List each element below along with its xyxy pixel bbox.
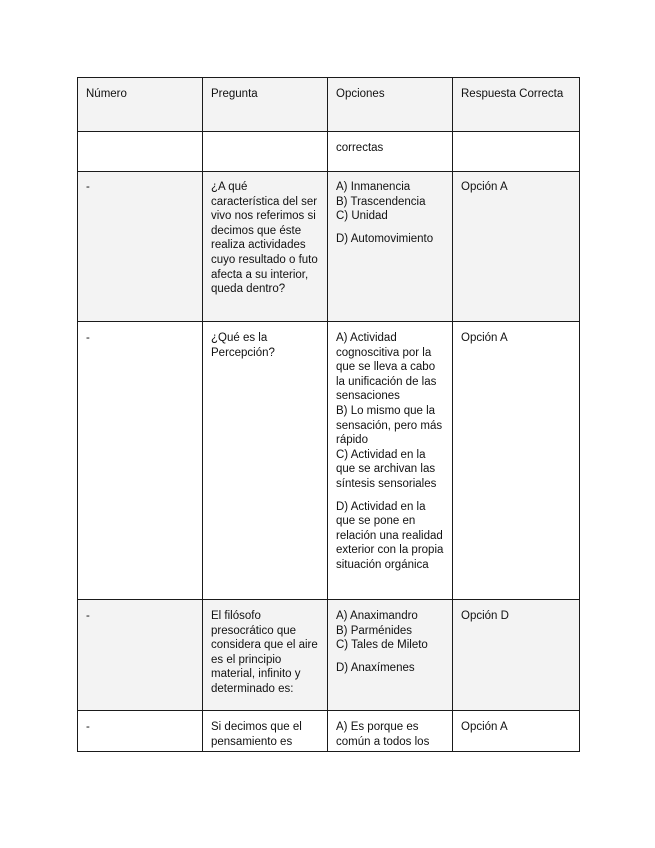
- cell-respuesta: Opción A: [453, 322, 580, 600]
- option-c: C) Tales de Mileto: [336, 639, 428, 652]
- cell-opciones: [328, 600, 453, 711]
- cell-pregunta: ¿Qué es la Percepción?: [203, 322, 328, 600]
- cell-respuesta: Opción A: [453, 711, 580, 752]
- option-a: A) Es porque es común a todos los: [336, 721, 430, 748]
- option-d: D) Actividad en la que se pone en relación una realidad exterior con la propia situación orgánica: [336, 500, 444, 571]
- cell-pregunta: ¿A qué característica del ser vivo nos referimos si decimos que éste realiza actividades cuyo resultado o futo afecta a su interior, queda dentro?: [203, 172, 328, 322]
- questions-table: [77, 77, 580, 752]
- table-row: [78, 172, 580, 322]
- cell-numero: -: [78, 711, 203, 752]
- cell-pregunta: [203, 132, 328, 172]
- option-text: correctas: [336, 142, 384, 154]
- option-a: A) Actividad cognoscitiva por la que se lleva a cabo la unificación de las sensaciones: [336, 332, 437, 403]
- option-d: D) Anaxímenes: [336, 661, 415, 674]
- cell-pregunta: El filósofo presocrático que considera que el aire es el principio material, infinito y determinado es:: [203, 600, 328, 711]
- cell-respuesta: [453, 132, 580, 172]
- cell-opciones: [328, 322, 453, 600]
- table-header-row: [78, 78, 580, 132]
- cell-respuesta: Opción D: [453, 600, 580, 711]
- cell-opciones: [328, 711, 453, 752]
- option-a: A) Inmanencia: [336, 181, 411, 193]
- cell-numero: -: [78, 172, 203, 322]
- header-respuesta: Respuesta Correcta: [453, 78, 580, 132]
- option-b: B) Parménides: [336, 624, 413, 637]
- option-d: D) Automovimiento: [336, 232, 434, 245]
- option-b: B) Lo mismo que la sensación, pero más rápido: [336, 404, 443, 447]
- header-numero: Número: [78, 78, 203, 132]
- cell-numero: -: [78, 322, 203, 600]
- table-row: [78, 132, 580, 172]
- cell-opciones: [328, 172, 453, 322]
- option-a: A) Anaximandro: [336, 610, 418, 622]
- cell-respuesta: Opción A: [453, 172, 580, 322]
- option-c: C) Unidad: [336, 210, 388, 223]
- cell-numero: -: [78, 600, 203, 711]
- option-b: B) Trascendencia: [336, 195, 426, 208]
- table-row: [78, 711, 580, 752]
- cell-pregunta: Si decimos que el pensamiento es: [203, 711, 328, 752]
- option-c: C) Actividad en la que se archivan las síntesis sensoriales: [336, 448, 437, 490]
- table-row: [78, 600, 580, 711]
- table-row: [78, 322, 580, 600]
- header-opciones: Opciones: [328, 78, 453, 132]
- cell-opciones: [328, 132, 453, 172]
- cell-numero: [78, 132, 203, 172]
- header-pregunta: Pregunta: [203, 78, 328, 132]
